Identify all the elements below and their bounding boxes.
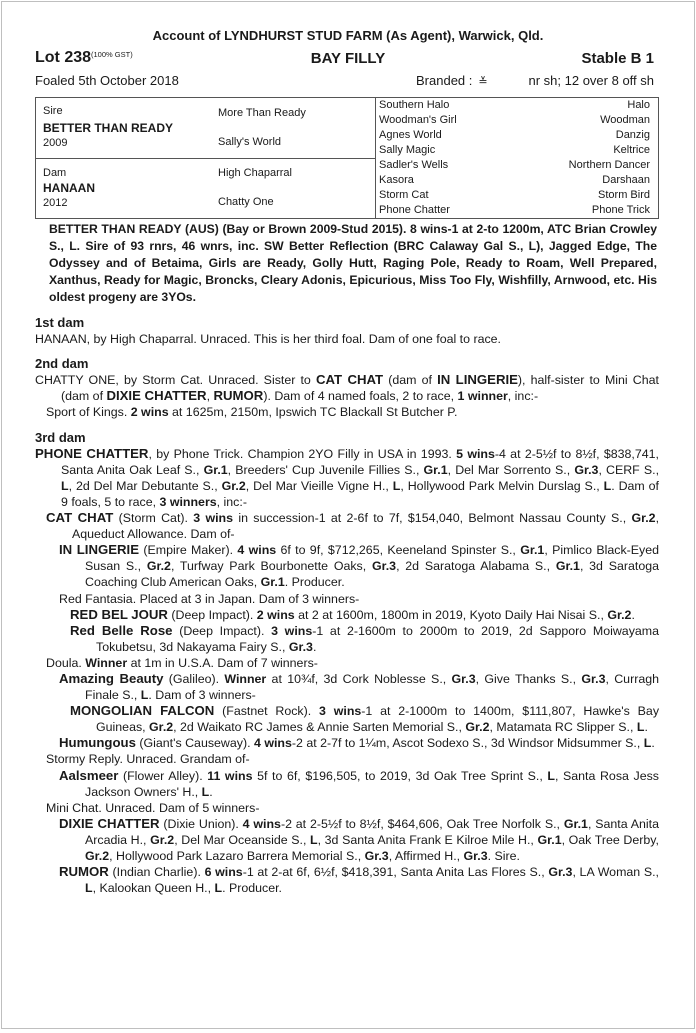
win-count: Winner <box>85 655 128 670</box>
foaled-date: Foaled 5th October 2018 <box>35 73 179 88</box>
progeny-sport-of-kings <box>46 404 659 420</box>
text-run: 6f to 9f, $712,265, Keeneland Spinster S., <box>276 543 521 558</box>
win-count: 4 wins <box>237 543 277 558</box>
gen3-right: Northern Dancer <box>568 159 650 171</box>
horse-name: Amazing Beauty <box>59 670 164 686</box>
text-run: . Producer. <box>222 881 282 896</box>
grade: Gr.1 <box>520 543 545 558</box>
text-run: -1 at 2-1000m to 1400m, $111,807, Hawke's Bay Guineas, <box>96 704 660 735</box>
horse-name: IN LINGERIE <box>437 372 518 388</box>
horse-name: MONGOLIAN FALCON <box>70 703 215 719</box>
grade: Gr.3 <box>581 671 606 686</box>
text-run: 5f to 6f, $196,505, to 2019, 3d Oak Tree Sprint S., <box>252 768 548 783</box>
text-run: at 10¾f, 3d Cork Noblesse S., <box>266 671 452 686</box>
grade: L <box>636 720 645 735</box>
grade: Gr.3 <box>548 865 573 880</box>
text-run: . Sire. <box>487 849 521 863</box>
text-run: , 2d Saratoga Alabama S., <box>396 559 556 574</box>
horse-name: RED BEL JOUR <box>70 606 168 622</box>
gst-note: (100% GST) <box>91 50 133 59</box>
text-run: (Deep Impact). <box>167 607 257 622</box>
grade: L <box>201 784 210 799</box>
text-run: -1 at 2-1600m to 2000m to 2019, 2d Sapporo Moiwayama Tokubetsu, 3d Nakayama Fairy S., <box>96 623 659 654</box>
dam-label: Dam <box>43 167 67 179</box>
stable-location: Stable B 1 <box>581 50 654 67</box>
gen3-right: Storm Bird <box>598 189 650 201</box>
text-run: (Deep Impact). <box>172 623 272 638</box>
text-run: . Producer. <box>284 575 345 590</box>
text-run: (Giant's Causeway). <box>135 736 254 751</box>
grade: L <box>61 478 69 493</box>
horse-name: CAT CHAT <box>315 372 384 388</box>
progeny-red-belle-rose <box>70 623 659 655</box>
branded-info <box>416 73 494 88</box>
first-dam-heading: 1st dam <box>35 315 85 330</box>
grade: Gr.2 <box>631 511 656 526</box>
grade: L <box>547 768 555 783</box>
text-run: , Del Mar Vieille Vigne H., <box>245 478 393 493</box>
progeny-mongolian-falcon <box>70 703 659 735</box>
text-run: , Pimlico Black-Eyed Susan S., <box>85 543 660 574</box>
grade: Gr.3 <box>371 559 397 574</box>
win-count: 6 wins <box>204 865 243 880</box>
sire-year: 2009 <box>43 137 68 149</box>
grade: Gr.3 <box>288 639 313 654</box>
progeny-red-bel-jour <box>70 607 659 623</box>
progeny-aalsmeer <box>59 768 659 800</box>
text-run: -4 at 2-5½f to 8½f, $838,741, Santa Anita Oak Leaf S., <box>61 446 659 477</box>
gen3-right: Darshaan <box>602 174 650 186</box>
horse-name: IN LINGERIE <box>59 542 140 558</box>
progeny-in-lingerie <box>59 542 659 590</box>
grade: Gr.1 <box>537 832 562 847</box>
text-run: , Affirmed H., <box>388 849 464 863</box>
brand-mark-icon: ≚ <box>478 76 488 88</box>
gen3-right: Danzig <box>615 129 650 141</box>
text-run: , Matamata RC Slipper S., <box>489 720 637 735</box>
text-run: , Santa Rosa Jess Jackson Owners' H., <box>85 768 659 799</box>
grade: L <box>140 688 149 703</box>
horse-name: DIXIE CHATTER <box>106 388 207 404</box>
text-run: , 2d Waikato RC James & Annie Sarten Memorial S., <box>173 720 466 735</box>
win-count: 1 winner <box>457 389 508 404</box>
text-run: (Indian Charlie). <box>108 865 205 880</box>
gen3-left: Agnes World <box>379 129 442 141</box>
text-run: , Give Thanks S., <box>475 671 582 686</box>
grade: Gr.1 <box>203 462 228 477</box>
horse-name: Aalsmeer <box>59 767 119 783</box>
grade: L <box>643 736 652 751</box>
text-run: . <box>644 720 648 735</box>
text-run: in succession-1 at 2-6f to 7f, $154,040, Belmont Nassau County S., <box>233 511 632 526</box>
first-dam-text: HANAAN, by High Chaparral. Unraced. This is her third foal. Dam of one foal to race. <box>35 332 502 347</box>
text-run: , Oak Tree Derby, <box>561 832 659 847</box>
text-run: . <box>651 736 655 751</box>
win-count: 2 wins <box>130 405 169 420</box>
branded-label: Branded : <box>416 73 473 88</box>
sire-sire: More Than Ready <box>218 107 306 119</box>
text-run: , <box>206 389 214 404</box>
grade: Gr.3 <box>364 849 389 863</box>
text-run: -2 at 2-7f to 1¼m, Ascot Sodexo S., 3d Windsor Midsummer S., <box>291 736 644 751</box>
text-run: , Del Mar Oceanside S., <box>174 832 311 847</box>
text-run: (Flower Alley). <box>118 768 208 783</box>
text-run: (Empire Maker). <box>139 543 238 558</box>
text-run: -2 at 2-5½f to 8½f, $464,606, Oak Tree Norfolk S., <box>280 816 564 831</box>
grade: L <box>85 881 93 896</box>
progeny-stormy-reply: Stormy Reply. Unraced. Grandam of- <box>46 752 250 767</box>
gen3-right: Woodman <box>600 114 650 126</box>
text-run: at 2 at 1600m, 1800m in 2019, Kyoto Daily Hai Nisai S., <box>294 607 608 622</box>
text-run: , 3d Saratoga Coaching Club American Oaks, <box>85 559 659 590</box>
grade: Gr.2 <box>150 832 175 847</box>
text-run: , Aqueduct Allowance. Dam of- <box>72 511 660 542</box>
brand-text: nr sh; 12 over 8 off sh <box>528 73 654 88</box>
horse-description: BAY FILLY <box>310 50 386 67</box>
text-run: at 1m in U.S.A. Dam of 7 winners- <box>127 655 318 670</box>
pedigree-table <box>35 97 659 219</box>
win-count: 4 wins <box>242 816 281 831</box>
text-run: ). Dam of 4 named foals, 2 to race, <box>263 389 458 404</box>
gen3-right: Halo <box>627 99 650 111</box>
sire-dam: Sally's World <box>218 136 282 148</box>
text-run: Sport of Kings. <box>46 405 131 420</box>
text-run: , Breeders' Cup Juvenile Fillies S., <box>227 462 424 477</box>
horse-name: RUMOR <box>59 864 109 880</box>
sire-name: BETTER THAN READY <box>43 121 174 135</box>
progeny-doula <box>46 655 659 671</box>
horse-name: RUMOR <box>213 388 264 404</box>
text-run: , 2d Del Mar Debutante S., <box>68 478 222 493</box>
text-run: (Fastnet Rock). <box>214 704 320 719</box>
gen3-left: Southern Halo <box>379 99 450 111</box>
dam-year: 2012 <box>43 197 68 209</box>
dam-dam: Chatty One <box>218 196 274 208</box>
text-run: , by Phone Trick. Champion 2YO Filly in USA in 1993. <box>148 446 457 461</box>
gen3-left: Woodman's Girl <box>379 114 457 126</box>
text-run: , CERF S., <box>598 462 660 477</box>
vendor-account: Account of LYNDHURST STUD FARM (As Agent), Warwick, Qld. <box>152 28 544 43</box>
text-run: . <box>209 784 213 799</box>
gen3-left: Sally Magic <box>379 144 436 156</box>
text-run: (Storm Cat). <box>113 511 194 526</box>
text-run: , LA Woman S., <box>572 865 659 880</box>
grade: Gr.1 <box>555 559 580 574</box>
text-run: (Dixie Union). <box>159 816 243 831</box>
grade: Gr.2 <box>149 720 174 735</box>
grade: Gr.1 <box>563 816 588 831</box>
gen3-right: Phone Trick <box>591 204 650 216</box>
win-count: Winner <box>224 671 267 686</box>
gen3-right: Keltrice <box>613 144 650 156</box>
sire-summary: BETTER THAN READY (AUS) (Bay or Brown 2009-Stud 2015). 8 wins-1 at 2-to 1200m, ATC Brian Crowley S., L. Sire of 93 rnrs, 46 wnrs, inc. SW Better Reflection (BRC Calaway Gal S., L), Jagged Edge, The Odyssey and of Betaima, Girls are Ready, Golly Hutt, Raging Pole, Ready to Roam, Well Prepared, Xanthus, Ready for Magic, Broncks, Cleary Adonis, Epicurious, Miss Too Fly, Wishfilly, Arnwood, etc. His oldest progeny are 3YOs. <box>49 222 657 304</box>
sire-label: Sire <box>43 105 63 117</box>
grade: Gr.2 <box>85 849 110 863</box>
win-count: 2 wins <box>256 607 295 622</box>
text-run: , Hollywood Park Lazaro Barrera Memorial S., <box>109 849 365 863</box>
progeny-mini-chat: Mini Chat. Unraced. Dam of 5 winners- <box>46 800 260 815</box>
lot-label: Lot 238 <box>35 49 92 66</box>
win-count: 3 wins <box>193 511 234 526</box>
catalogue-page <box>1 1 695 1029</box>
win-count: 3 wins <box>271 623 313 638</box>
grade: L <box>214 881 223 896</box>
text-run: , Santa Anita Arcadia H., <box>85 816 660 847</box>
horse-name: CAT CHAT <box>46 510 114 526</box>
dam-sire: High Chaparral <box>218 167 292 179</box>
text-run: . <box>312 639 317 654</box>
text-run: at 1625m, 2150m, Ipswich TC Blackall St Butcher P. <box>168 405 458 420</box>
progeny-amazing-beauty <box>59 671 659 703</box>
horse-name: PHONE CHATTER <box>35 445 149 461</box>
family-details <box>35 315 659 896</box>
grade: Gr.3 <box>451 671 476 686</box>
win-count: 5 wins <box>456 446 495 461</box>
progeny-cat-chat <box>46 510 659 542</box>
horse-name: DIXIE CHATTER <box>59 815 160 831</box>
text-run: , Kalookan Queen H., <box>92 881 215 896</box>
grade: Gr.2 <box>221 478 246 493</box>
pedigree-divider <box>375 98 376 218</box>
text-run: Doula. <box>46 655 86 670</box>
horse-name: Humungous <box>59 735 136 751</box>
text-run: . Dam of 3 winners- <box>148 688 256 703</box>
text-run: , Del Mar Sorrento S., <box>447 462 575 477</box>
progeny-red-fantasia: Red Fantasia. Placed at 3 in Japan. Dam of 3 winners- <box>59 591 360 606</box>
text-run: , 3d Santa Anita Frank E Kilroe Mile H., <box>317 832 538 847</box>
win-count: 3 wins <box>319 704 362 719</box>
gen3-left: Kasora <box>379 174 414 186</box>
text-run: , Turfway Park Bourbonette Oaks, <box>170 559 372 574</box>
text-run: , inc:- <box>216 494 247 509</box>
text-run: , Hollywood Park Melvin Durslag S., <box>400 478 604 493</box>
grade: L <box>603 478 612 493</box>
grade: Gr.1 <box>260 575 285 590</box>
second-dam-text <box>35 372 659 404</box>
dam-name: HANAAN <box>43 181 95 195</box>
grade: L <box>392 478 401 493</box>
grade: Gr.1 <box>423 462 448 477</box>
text-run: -1 at 2-at 6f, 6½f, $418,391, Santa Anita Las Flores S., <box>242 865 549 880</box>
gen3-left: Phone Chatter <box>379 204 450 216</box>
text-run: , Curragh Finale S., <box>85 671 660 703</box>
third-dam-phone-chatter <box>35 446 659 510</box>
grade: Gr.2 <box>607 607 632 622</box>
third-dam-heading: 3rd dam <box>35 429 86 445</box>
grade: L <box>310 832 318 847</box>
text-run: ), half-sister to Mini Chat (dam of <box>61 373 659 404</box>
text-run: (dam of <box>383 373 438 388</box>
grade: Gr.3 <box>574 462 599 477</box>
text-run: CHATTY ONE, by Storm Cat. Unraced. Sister to <box>35 373 316 388</box>
text-run: . <box>631 607 635 622</box>
gen3-left: Storm Cat <box>379 189 429 201</box>
gen3-left: Sadler's Wells <box>379 159 449 171</box>
text-run: . Dam of 9 foals, 5 to race, <box>61 478 660 509</box>
text-run: , inc:- <box>507 389 539 404</box>
grade: Gr.3 <box>463 849 488 863</box>
grade: Gr.2 <box>465 720 490 735</box>
progeny-rumor <box>59 864 659 896</box>
text-run: (Galileo). <box>163 671 225 686</box>
pedigree-divider <box>36 158 375 159</box>
second-dam-heading: 2nd dam <box>35 356 89 372</box>
win-count: 3 winners <box>159 494 217 509</box>
grade: Gr.2 <box>146 559 171 574</box>
win-count: 11 wins <box>207 768 253 783</box>
progeny-humungous <box>59 735 659 751</box>
win-count: 4 wins <box>253 736 292 751</box>
horse-name: Red Belle Rose <box>70 622 173 638</box>
progeny-dixie-chatter <box>59 816 659 864</box>
